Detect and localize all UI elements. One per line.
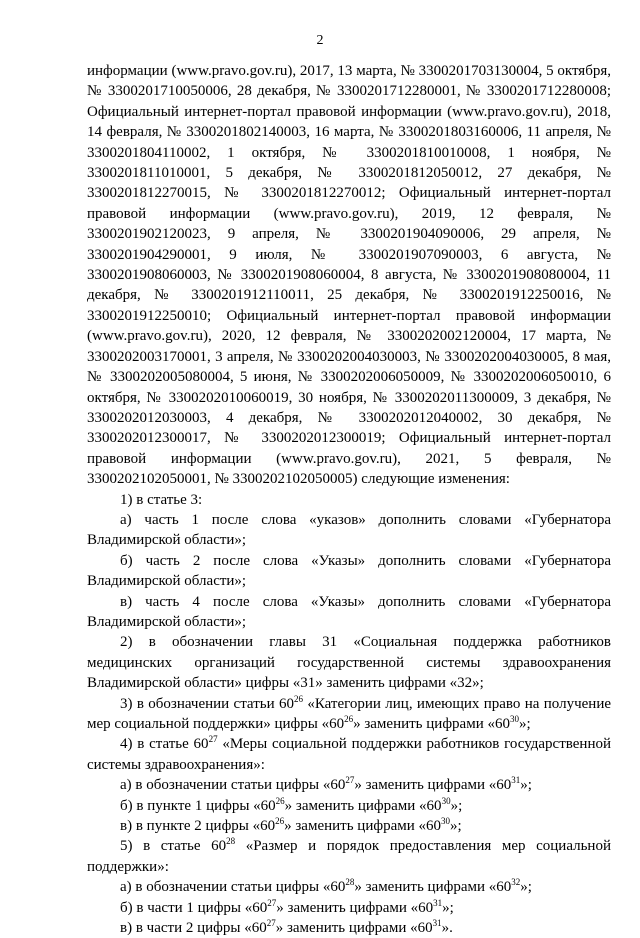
paragraph-12 [87, 877, 611, 897]
superscript-index: 26 [275, 816, 285, 827]
paragraph-10 [87, 816, 611, 836]
paragraph-text: » заменить цифрами «60 [276, 899, 434, 916]
paragraph-text: 1) в статье 3: [120, 491, 203, 508]
paragraph-text: » заменить цифрами «60 [354, 879, 512, 896]
paragraph-text: 4) в статье 60 [120, 736, 209, 753]
superscript-index: 27 [266, 918, 276, 929]
paragraph-text: » заменить цифрами «60 [284, 818, 442, 835]
superscript-index: 30 [509, 714, 519, 724]
paragraph-4 [87, 592, 611, 633]
paragraph-text: » заменить цифрами «60 [354, 777, 512, 794]
paragraph-text: б) в пункте 1 цифры «60 [120, 797, 276, 814]
paragraph-text: » заменить цифрами «60 [275, 920, 433, 937]
paragraph-6 [87, 694, 611, 735]
superscript-index: 27 [208, 734, 218, 745]
superscript-index: 26 [275, 795, 285, 806]
page-number: 2 [316, 33, 324, 48]
superscript-index: 31 [432, 918, 442, 929]
paragraph-text: в) в пункте 2 цифры «60 [120, 818, 276, 835]
superscript-index: 32 [511, 877, 521, 888]
paragraph-5 [87, 632, 611, 693]
paragraph-text: в) в части 2 цифры «60 [120, 920, 267, 937]
paragraph-text: 5) в статье 60 [120, 838, 227, 855]
paragraph-text: а) в обозначении статьи цифры «60 [120, 777, 346, 794]
paragraph-text: 2) в обозначении главы 31 «Социальная поддержка работников медицинских организаций государственной системы здравоохранения Владимирской области» цифры «31» заменить цифрами «32»; [87, 634, 611, 692]
superscript-index: 28 [345, 877, 355, 888]
superscript-index: 30 [441, 816, 451, 827]
paragraph-14 [87, 918, 611, 938]
paragraph-text: 3) в обозначении статьи 60 [120, 695, 294, 712]
paragraph-text: б) часть 2 после слова «Указы» дополнить словами «Губернатора Владимирской области»; [87, 552, 611, 590]
paragraph-text: в) часть 4 после слова «Указы» дополнить словами «Губернатора Владимирской области»; [87, 593, 611, 630]
paragraph-text: »; [518, 716, 531, 732]
paragraph-text: ». [441, 920, 453, 937]
paragraph-text: б) в части 1 цифры «60 [120, 899, 268, 916]
paragraph-text: »; [450, 818, 462, 835]
paragraph-0 [87, 61, 611, 490]
paragraph-text: «Меры социальной поддержки работников государственной системы здравоохранения»: [87, 736, 611, 773]
paragraph-text: «Категории лиц, имеющих право на получение мер социальной поддержки» цифры «60 [87, 695, 612, 732]
paragraph-3 [87, 551, 611, 592]
paragraph-8 [87, 775, 611, 795]
paragraph-text: » заменить цифрами «60 [353, 716, 510, 732]
paragraph-text: »; [520, 879, 532, 896]
paragraph-1 [87, 490, 611, 510]
superscript-index: 31 [511, 775, 521, 786]
paragraph-7 [87, 734, 611, 775]
paragraph-text: а) в обозначении статьи цифры «60 [120, 879, 346, 896]
superscript-index: 28 [226, 836, 236, 847]
paragraph-text: »; [520, 777, 532, 794]
superscript-index: 30 [441, 795, 451, 806]
paragraph-text: а) часть 1 после слова «указов» дополнить словами «Губернатора Владимирской области»; [87, 511, 611, 549]
document-body [87, 61, 611, 938]
paragraph-text: »; [450, 797, 463, 814]
paragraph-2 [87, 510, 611, 551]
paragraph-11 [87, 836, 611, 877]
superscript-index: 31 [433, 897, 443, 908]
superscript-index: 27 [267, 897, 277, 908]
paragraph-text: «Размер и порядок предоставления мер социальной поддержки»: [87, 838, 611, 875]
paragraph-text: информации (www.pravo.gov.ru), 2017, 13 марта, № 3300201703130004, 5 октября, № 3300201710050006, 28 декабря, № 3300201712280001, № 3300201712280008; Официальный интернет-портал правовой информации (www.pravo.gov.ru), 2018, 14 февраля, № 3300201802140003, 16 марта, № 3300201803160006, 11 апреля, № 3300201804110002, 1 октября, № 3300201810010008, 1 ноября, № 3300201811010001, 5 декабря, № 3300201812050012, 27 декабря, № 3300201812270015, № 3300201812270012; Официальный интернет-портал правовой информации (www.pravo.gov.ru), 2019, 12 февраля, № 3300201902120023, 9 апреля, № 3300201904090006, 29 апреля, № 3300201904290001, 9 июля, № 3300201907090003, 6 августа, № 3300201908060003, № 3300201908060004, 8 августа, № 3300201908080004, 11 декабря, № 3300201912110011, 25 декабря, № 3300201912250016, № 3300201912250010; Официальный интернет-портал правовой информации (www.pravo.gov.ru), 2020, 12 февраля, № 3300202002120004, 17 марта, № 3300202003170001, 3 апреля, № 3300202004030003, № 3300202004030005, 8 мая, № 3300202005080004, 5 июня, № 3300202006050009, № 3300202006050010, 6 октября, № 3300202010060019, 30 ноября, № 3300202011300009, 3 декабря, № 3300202012030003, 4 декабря, № 3300202012040002, 30 декабря, № 3300202012300017, № 3300202012300019; Официальный интернет-портал правовой информации (www.pravo.gov.ru), 2021, 5 февраля, № 3300202102050001, № 3300202102050005) следующие изменения: [87, 63, 611, 488]
paragraph-9 [87, 796, 611, 816]
superscript-index: 26 [344, 714, 354, 724]
superscript-index: 27 [345, 775, 355, 786]
superscript-index: 26 [293, 693, 303, 704]
paragraph-13 [87, 898, 611, 918]
paragraph-text: »; [442, 899, 454, 916]
paragraph-text: » заменить цифрами «60 [284, 797, 442, 814]
